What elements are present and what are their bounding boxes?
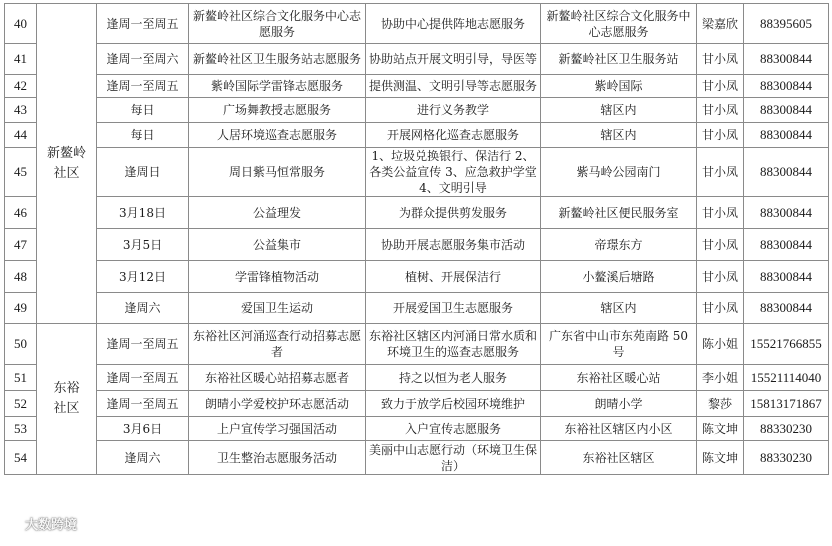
watermark-text: 大数跨境 <box>25 518 78 533</box>
table-row <box>5 148 829 197</box>
table-row <box>5 261 829 293</box>
contact-person: 甘小凤 <box>697 148 744 197</box>
table-row <box>5 98 829 123</box>
service-content: 致力于放学后校园环境维护 <box>366 391 541 417</box>
service-time: 3月18日 <box>97 197 189 229</box>
service-content: 提供测温、文明引导等志愿服务 <box>366 75 541 98</box>
row-number: 45 <box>5 148 37 197</box>
contact-phone: 88300844 <box>744 148 829 197</box>
project-name: 人居环境巡查志愿服务 <box>189 123 366 148</box>
service-content: 东裕社区辖区内河涌日常水质和环境卫生的巡查志愿服务 <box>366 324 541 365</box>
contact-phone: 88330230 <box>744 441 829 475</box>
row-number: 49 <box>5 293 37 324</box>
contact-phone: 88300844 <box>744 98 829 123</box>
contact-phone: 88300844 <box>744 75 829 98</box>
project-name: 广场舞教授志愿服务 <box>189 98 366 123</box>
contact-person: 甘小凤 <box>697 98 744 123</box>
service-place: 辖区内 <box>541 293 697 324</box>
contact-person: 甘小凤 <box>697 229 744 261</box>
service-content: 美丽中山志愿行动（环境卫生保洁） <box>366 441 541 475</box>
contact-phone: 88300844 <box>744 261 829 293</box>
service-time: 逢周日 <box>97 148 189 197</box>
contact-phone: 15521766855 <box>744 324 829 365</box>
table-row <box>5 324 829 365</box>
service-time: 逢周六 <box>97 293 189 324</box>
service-time: 逢周一至周五 <box>97 365 189 391</box>
contact-person: 黎莎 <box>697 391 744 417</box>
project-name: 公益理发 <box>189 197 366 229</box>
project-name: 周日紫马恒常服务 <box>189 148 366 197</box>
project-name: 上户宣传学习强国活动 <box>189 417 366 441</box>
service-content: 植树、开展保洁行 <box>366 261 541 293</box>
row-number: 46 <box>5 197 37 229</box>
project-name: 爱国卫生运动 <box>189 293 366 324</box>
service-time: 每日 <box>97 123 189 148</box>
volunteer-service-table <box>4 3 829 475</box>
contact-person: 梁嘉欣 <box>697 4 744 44</box>
service-place: 紫马岭公园南门 <box>541 148 697 197</box>
row-number: 40 <box>5 4 37 44</box>
community-cell-dongyu: 东裕 社区 <box>37 324 97 475</box>
contact-person: 甘小凤 <box>697 261 744 293</box>
row-number: 52 <box>5 391 37 417</box>
service-place: 朗晴小学 <box>541 391 697 417</box>
service-content: 1、垃圾兑换银行、保洁行 2、各类公益宣传 3、应急救护学堂 4、文明引导 <box>366 148 541 197</box>
project-name: 紫岭国际学雷锋志愿服务 <box>189 75 366 98</box>
contact-phone: 15521114040 <box>744 365 829 391</box>
row-number: 44 <box>5 123 37 148</box>
contact-person: 甘小凤 <box>697 123 744 148</box>
project-name: 学雷锋植物活动 <box>189 261 366 293</box>
contact-phone: 88300844 <box>744 229 829 261</box>
contact-phone: 88395605 <box>744 4 829 44</box>
row-number: 41 <box>5 44 37 75</box>
row-number: 48 <box>5 261 37 293</box>
service-time: 3月12日 <box>97 261 189 293</box>
watermark <box>8 514 77 533</box>
logo-icon <box>8 517 22 531</box>
service-place: 新鳌岭社区便民服务室 <box>541 197 697 229</box>
table-row <box>5 441 829 475</box>
service-content: 为群众提供剪发服务 <box>366 197 541 229</box>
row-number: 43 <box>5 98 37 123</box>
table-body <box>5 4 829 475</box>
service-place: 帝璟东方 <box>541 229 697 261</box>
row-number: 53 <box>5 417 37 441</box>
contact-phone: 88300844 <box>744 123 829 148</box>
table-row <box>5 44 829 75</box>
project-name: 卫生整治志愿服务活动 <box>189 441 366 475</box>
service-content: 协助站点开展文明引导，导医等 <box>366 44 541 75</box>
row-number: 50 <box>5 324 37 365</box>
service-content: 开展爱国卫生志愿服务 <box>366 293 541 324</box>
service-time: 逢周一至周五 <box>97 4 189 44</box>
project-name: 新鳌岭社区卫生服务站志愿服务 <box>189 44 366 75</box>
row-number: 47 <box>5 229 37 261</box>
contact-person: 甘小凤 <box>697 75 744 98</box>
service-place: 东裕社区暖心站 <box>541 365 697 391</box>
service-place: 辖区内 <box>541 123 697 148</box>
contact-phone: 88300844 <box>744 197 829 229</box>
table-row <box>5 123 829 148</box>
service-place: 东裕社区辖区内小区 <box>541 417 697 441</box>
project-name: 新鳌岭社区综合文化服务中心志愿服务 <box>189 4 366 44</box>
table-row <box>5 365 829 391</box>
contact-phone: 88300844 <box>744 44 829 75</box>
project-name: 东裕社区河涌巡查行动招募志愿者 <box>189 324 366 365</box>
project-name: 东裕社区暖心站招募志愿者 <box>189 365 366 391</box>
service-time: 逢周一至周五 <box>97 391 189 417</box>
project-name: 公益集市 <box>189 229 366 261</box>
contact-phone: 15813171867 <box>744 391 829 417</box>
contact-person: 甘小凤 <box>697 44 744 75</box>
service-time: 逢周一至周五 <box>97 75 189 98</box>
service-place: 小鳌溪后塘路 <box>541 261 697 293</box>
service-time: 3月5日 <box>97 229 189 261</box>
contact-person: 陈小姐 <box>697 324 744 365</box>
community-cell-xinaoling: 新鳌岭 社区 <box>37 4 97 324</box>
project-name: 朗晴小学爱校护环志愿活动 <box>189 391 366 417</box>
service-place: 辖区内 <box>541 98 697 123</box>
service-content: 进行义务教学 <box>366 98 541 123</box>
service-content: 协助开展志愿服务集市活动 <box>366 229 541 261</box>
service-time: 3月6日 <box>97 417 189 441</box>
service-place: 新鳌岭社区卫生服务站 <box>541 44 697 75</box>
contact-person: 甘小凤 <box>697 197 744 229</box>
service-content: 开展网格化巡查志愿服务 <box>366 123 541 148</box>
table-row <box>5 417 829 441</box>
service-place: 紫岭国际 <box>541 75 697 98</box>
service-place: 东裕社区辖区 <box>541 441 697 475</box>
service-content: 入户宣传志愿服务 <box>366 417 541 441</box>
row-number: 42 <box>5 75 37 98</box>
contact-phone: 88300844 <box>744 293 829 324</box>
table-row <box>5 197 829 229</box>
contact-person: 陈文坤 <box>697 441 744 475</box>
service-time: 每日 <box>97 98 189 123</box>
service-content: 持之以恒为老人服务 <box>366 365 541 391</box>
table-row <box>5 229 829 261</box>
service-content: 协助中心提供阵地志愿服务 <box>366 4 541 44</box>
table-row <box>5 75 829 98</box>
service-time: 逢周一至周五 <box>97 324 189 365</box>
row-number: 51 <box>5 365 37 391</box>
service-time: 逢周一至周六 <box>97 44 189 75</box>
contact-person: 李小姐 <box>697 365 744 391</box>
contact-person: 甘小凤 <box>697 293 744 324</box>
service-time: 逢周六 <box>97 441 189 475</box>
contact-phone: 88330230 <box>744 417 829 441</box>
service-place: 新鳌岭社区综合文化服务中心志愿服务 <box>541 4 697 44</box>
table-row <box>5 293 829 324</box>
contact-person: 陈文坤 <box>697 417 744 441</box>
table-row <box>5 391 829 417</box>
row-number: 54 <box>5 441 37 475</box>
table-row <box>5 4 829 44</box>
service-place: 广东省中山市东苑南路 50号 <box>541 324 697 365</box>
